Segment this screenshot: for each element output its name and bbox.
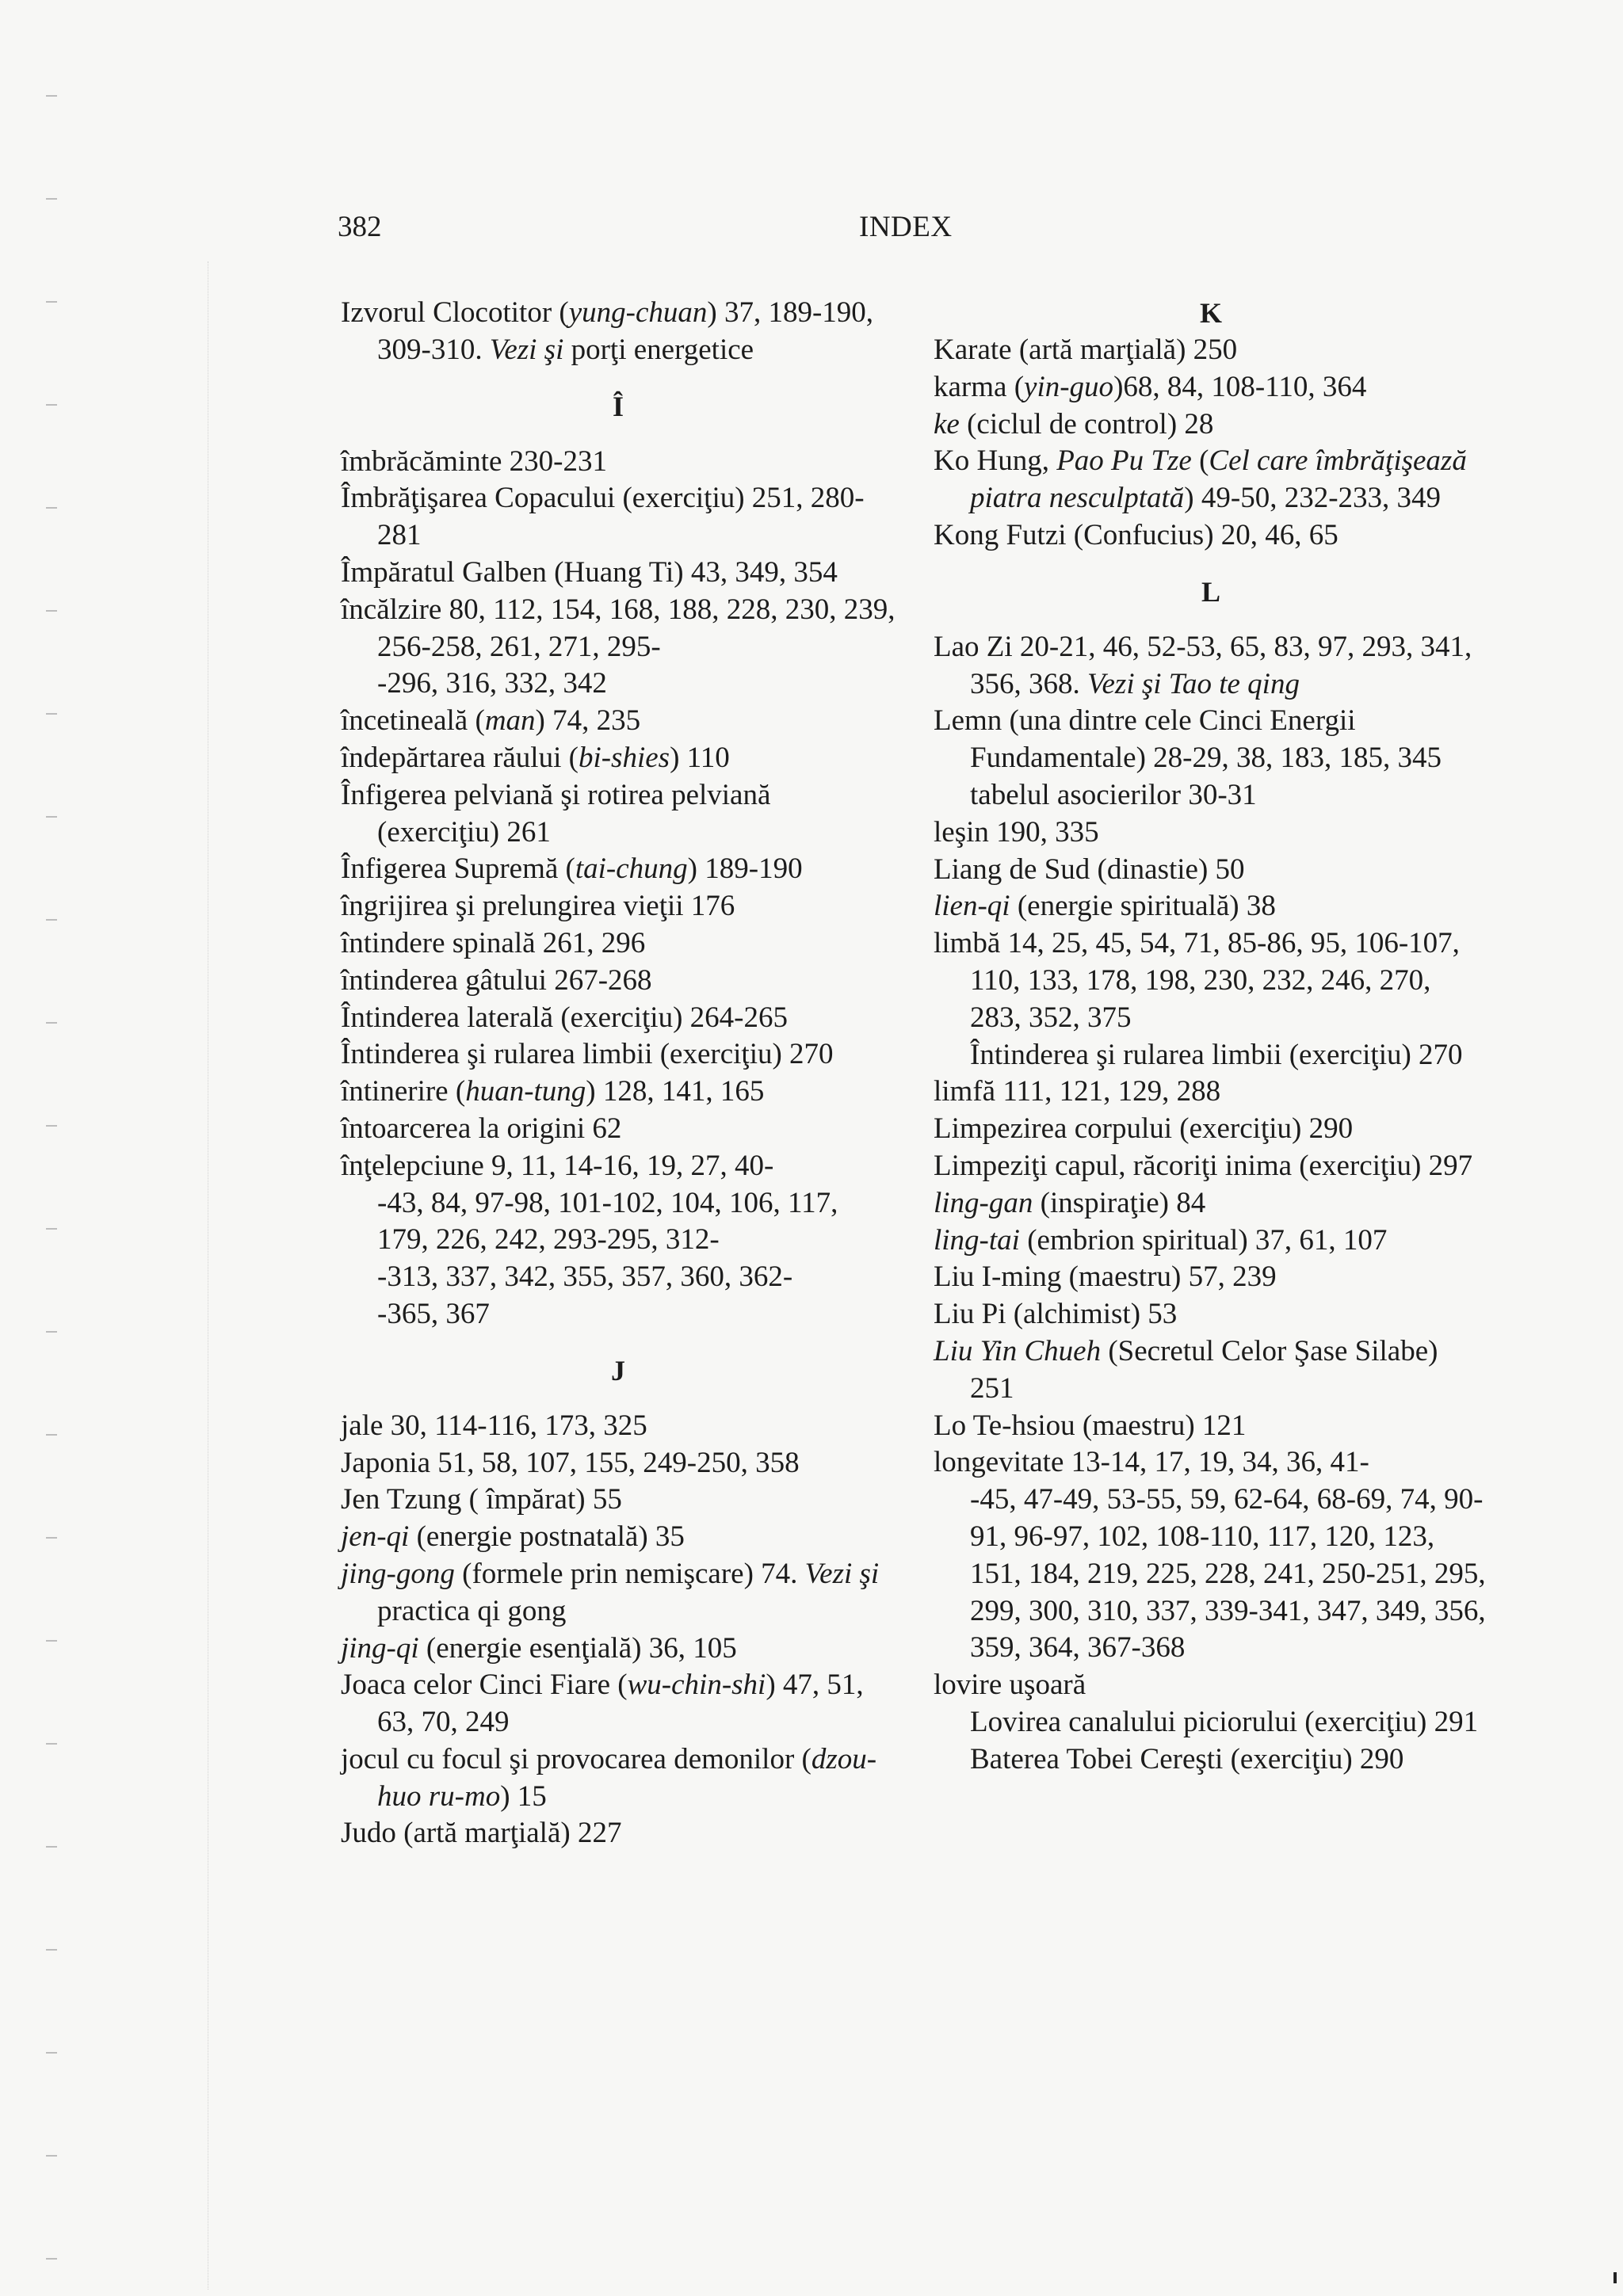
scan-tick (46, 919, 57, 921)
index-entry: încetineală (man) 74, 235 (341, 704, 641, 738)
index-entry: jen-qi (energie postnatală) 35 (341, 1520, 685, 1554)
scan-edge-mark (1613, 2272, 1617, 2283)
index-entry: Liang de Sud (dinastie) 50 (934, 852, 1245, 886)
index-entry: Liu Yin Chueh (Secretul Celor Şase Silabe) 251 (934, 1334, 1438, 1405)
index-entry: Karate (artă marţială) 250 (934, 334, 1238, 366)
scan-tick (46, 1640, 57, 1642)
scan-tick (46, 1537, 57, 1539)
index-entry: Limpezirea corpului (exerciţiu) 290 (934, 1112, 1354, 1146)
index-entry: Întinderea laterală (exerciţiu) 264-265 (341, 1001, 788, 1034)
index-entry: lien-qi (energie spirituală) 38 (934, 890, 1276, 923)
index-entry: jocul cu focul şi provocarea demonilor (dzou-huo ru-mo) 15 (341, 1742, 877, 1813)
scan-tick (46, 1228, 57, 1230)
index-entry: jale 30, 114-116, 173, 325 (341, 1409, 647, 1442)
index-entry: Împăratul Galben (Huang Ti) 43, 349, 354 (341, 555, 838, 589)
index-entry: karma (yin-guo)68, 84, 108-110, 364 (934, 370, 1367, 403)
index-entry: Înfigerea Supremă (tai-chung) 189-190 (341, 852, 803, 886)
index-entry: Îmbrăţişarea Copacului (exerciţiu) 251, 280-281 (341, 482, 865, 552)
index-entry: înţelepciune 9, 11, 14-16, 19, 27, 40- -43, 84, 97-98, 101-102, 104, 106, 117, 179, 226, 242, 293-295, 312- -313, 337, 342, 355, 357, 360, 362- -365, 367 (341, 1149, 838, 1330)
index-entry: Lemn (una dintre cele Cinci Energii Fundamentale) 28-29, 38, 183, 185, 345 (934, 704, 1442, 775)
index-entry: jing-gong (formele prin nemişcare) 74. Vezi şi practica qi gong (341, 1557, 880, 1627)
index-letter-heading: L (1201, 575, 1220, 608)
index-entry: îmbrăcăminte 230-231 (341, 444, 607, 478)
index-entry: lovire uşoară (934, 1669, 1086, 1702)
page-header (338, 210, 1455, 248)
index-entry: Jen Tzung ( împărat) 55 (341, 1483, 622, 1516)
scan-tick (46, 713, 57, 715)
scan-tick (46, 1331, 57, 1333)
index-entry: întinerire (huan-tung) 128, 141, 165 (341, 1075, 765, 1108)
index-entry: întindere spinală 261, 296 (341, 926, 646, 959)
page-number: 382 (338, 211, 382, 243)
index-entry: Judo (artă marţială) 227 (341, 1817, 622, 1850)
index-subentry: Lovirea canalului piciorului (exerciţiu) 291 (970, 1705, 1479, 1738)
index-entry: întoarcerea la origini 62 (341, 1112, 622, 1145)
scan-tick (46, 816, 57, 818)
index-subentry: Întinderea şi rularea limbii (exerciţiu) 270 (970, 1038, 1463, 1071)
index-entry: Întinderea şi rularea limbii (exerciţiu) 270 (341, 1038, 834, 1071)
scan-tick (46, 1125, 57, 1127)
scan-margin-marks (46, 0, 62, 2296)
index-entry: limfă 111, 121, 129, 288 (934, 1075, 1221, 1108)
index-subentry: tabelul asocierilor 30-31 (970, 778, 1257, 811)
index-entry: jing-qi (energie esenţială) 36, 105 (341, 1631, 737, 1665)
scan-tick (46, 1434, 57, 1436)
index-entry: ke (ciclul de control) 28 (934, 407, 1214, 441)
index-entry: Izvorul Clocotitor (yung-chuan) 37, 189-190, 309-310. Vezi şi porţi energetice (341, 296, 874, 366)
index-entry: Japonia 51, 58, 107, 155, 249-250, 358 (341, 1446, 800, 1479)
scan-tick (46, 95, 57, 97)
index-column-left (341, 295, 896, 1852)
scan-tick (46, 404, 57, 406)
index-entry: Ko Hung, Pao Pu Tze (Cel care îmbrăţişează piatra nesculptată) 49-50, 232-233, 349 (934, 444, 1467, 515)
index-entry: longevitate 13-14, 17, 19, 34, 36, 41- -45, 47-49, 53-55, 59, 62-64, 68-69, 74, 90-91, 96-97, 102, 108-110, 117, 120, 123, 151, 184, 219, 225, 228, 241, 250-251, 295, 299, 300, 310, 337, 339-341, 347, 349, 356, 359, 364, 367-368 (934, 1446, 1486, 1665)
scan-tick (46, 2052, 57, 2054)
index-column-right (934, 295, 1488, 1778)
index-letter-heading: Î (612, 390, 624, 422)
index-entry: limbă 14, 25, 45, 54, 71, 85-86, 95, 106-107, 110, 133, 178, 198, 230, 232, 246, 270, 283, 352, 375 (934, 927, 1460, 1034)
index-subentry: Baterea Tobei Cereşti (exerciţiu) 290 (970, 1742, 1404, 1775)
scan-tick (46, 610, 57, 612)
running-head: INDEX (859, 211, 953, 243)
index-entry: Limpeziţi capul, răcoriţi inima (exerciţiu) 297 (934, 1149, 1473, 1182)
scan-tick (46, 507, 57, 509)
index-entry: încălzire 80, 112, 154, 168, 188, 228, 230, 239, 256-258, 261, 271, 295- -296, 316, 332, 342 (341, 593, 896, 700)
index-entry: Liu I-ming (maestru) 57, 239 (934, 1261, 1277, 1294)
index-entry: Înfigerea pelviană şi rotirea pelviană (exerciţiu) 261 (341, 778, 771, 849)
scan-tick (46, 1949, 57, 1951)
index-letter-heading: J (611, 1354, 625, 1386)
index-entry: Joaca celor Cinci Fiare (wu-chin-shi) 47, 51, 63, 70, 249 (341, 1669, 864, 1739)
scan-tick (46, 2155, 57, 2157)
index-entry: îndepărtarea răului (bi-shies) 110 (341, 741, 730, 774)
scan-tick (46, 301, 57, 303)
index-entry: Kong Futzi (Confucius) 20, 46, 65 (934, 518, 1338, 551)
index-entry: ling-gan (inspiraţie) 84 (934, 1186, 1206, 1219)
scan-tick (46, 1743, 57, 1745)
scan-tick (46, 1846, 57, 1848)
scan-tick (46, 198, 57, 200)
index-entry: întinderea gâtului 267-268 (341, 963, 652, 997)
scan-tick (46, 1022, 57, 1024)
index-entry: ling-tai (embrion spiritual) 37, 61, 107 (934, 1223, 1388, 1257)
scan-tick (46, 2258, 57, 2260)
index-entry: Lo Te-hsiou (maestru) 121 (934, 1409, 1247, 1442)
index-letter-heading: K (1199, 297, 1222, 329)
index-entry: Lao Zi 20-21, 46, 52-53, 65, 83, 97, 293, 341, 356, 368. Vezi şi Tao te qing (934, 630, 1472, 700)
index-entry: îngrijirea şi prelungirea vieţii 176 (341, 890, 735, 923)
index-entry: Liu Pi (alchimist) 53 (934, 1298, 1178, 1331)
index-entry: leşin 190, 335 (934, 815, 1099, 849)
